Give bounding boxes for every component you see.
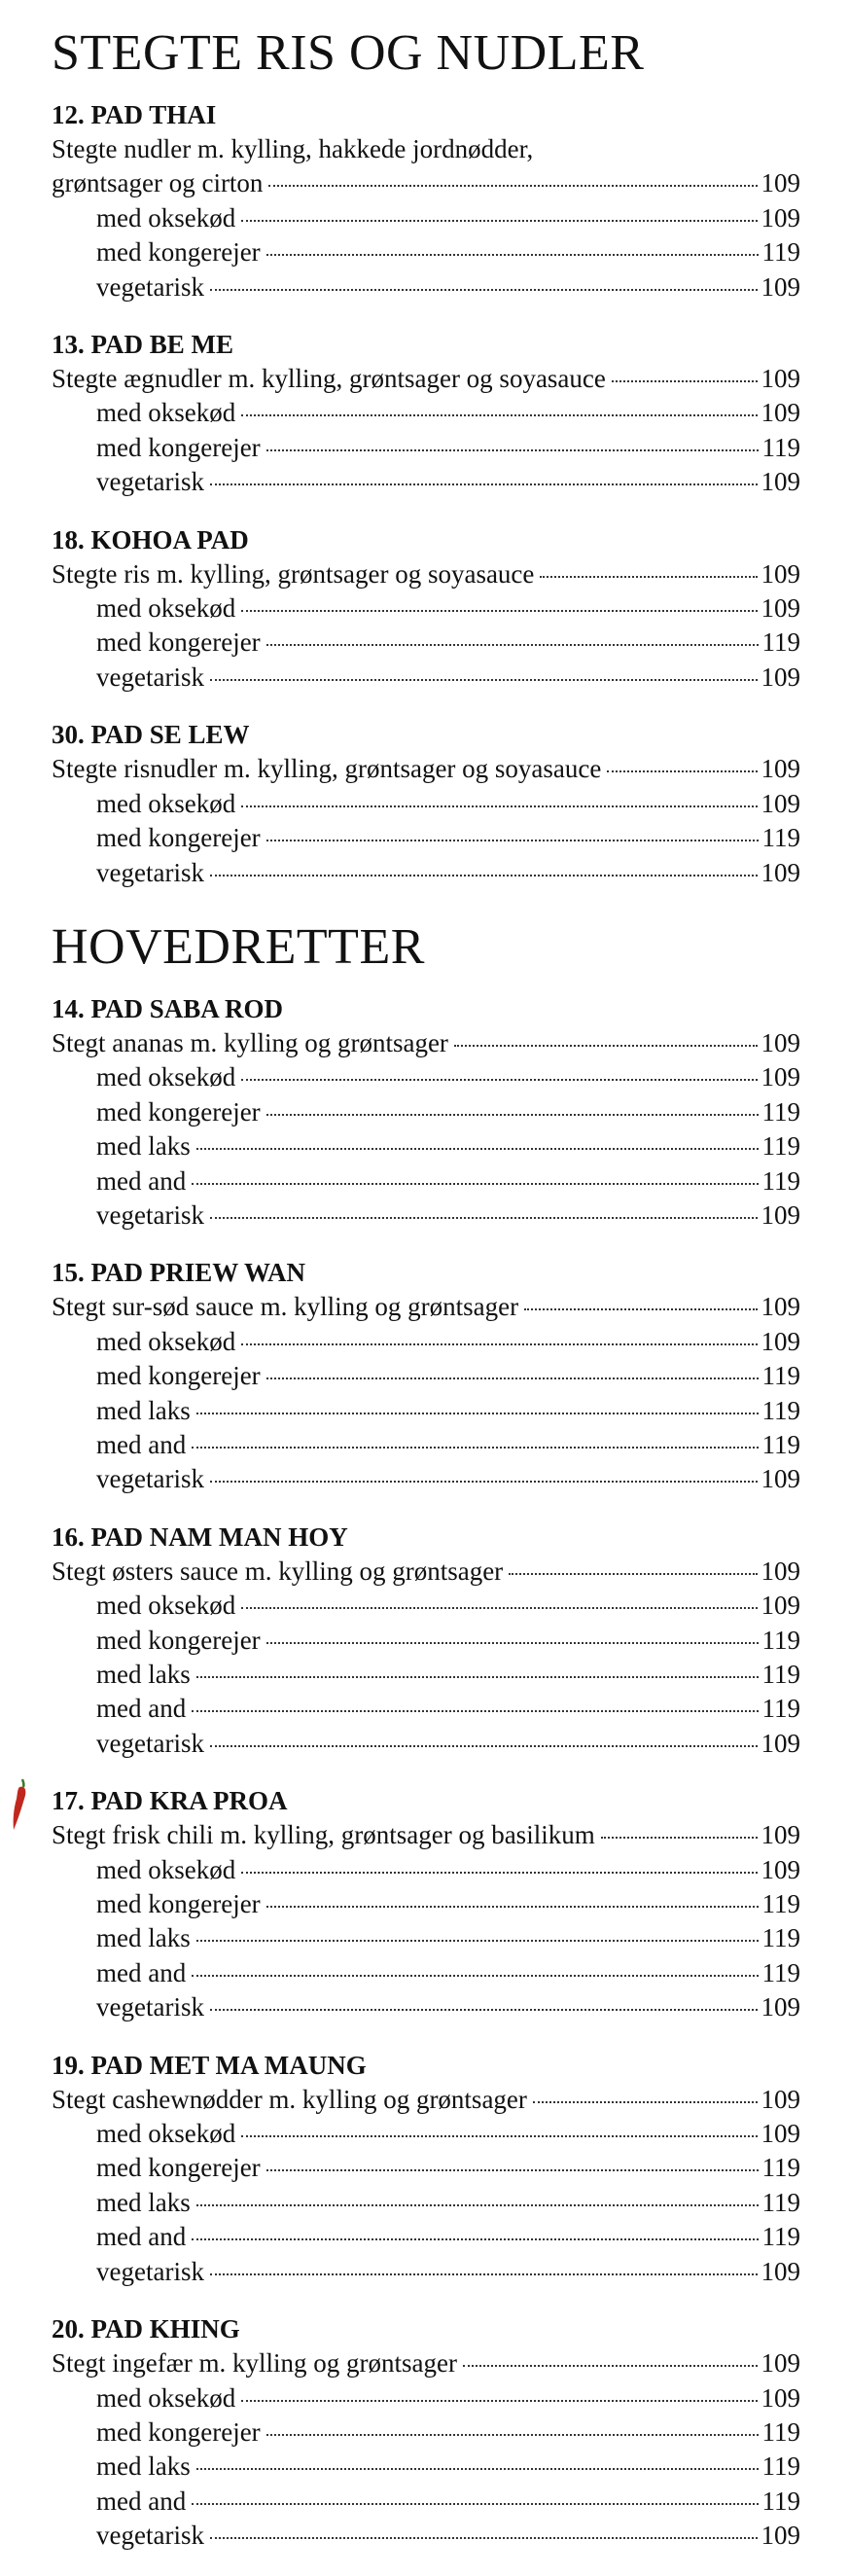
variant-line <box>52 1129 800 1163</box>
dish-title: 15. PAD PRIEW WAN <box>52 1258 306 1288</box>
dish-description-price: 109 <box>761 1820 800 1850</box>
dish-description-label: Stegt frisk chili m. kylling, grøntsager og basilikum <box>52 1820 595 1850</box>
dot-leader <box>192 1975 758 1977</box>
variant-line-label: med and <box>96 1165 187 1196</box>
variant-line <box>52 2381 800 2415</box>
dot-leader <box>266 1377 759 1379</box>
variant-line-label: med laks <box>96 1660 191 1689</box>
menu-section <box>52 23 800 890</box>
dish-title: 20. PAD KHING <box>52 2314 240 2344</box>
dot-leader <box>266 2434 759 2436</box>
variant-line <box>52 465 800 499</box>
variant-line <box>52 1428 800 1462</box>
dish-description <box>52 1818 800 1852</box>
variant-line <box>52 1325 800 1359</box>
dish-title: 13. PAD BE ME <box>52 330 233 360</box>
dot-leader <box>266 644 759 646</box>
dot-leader <box>266 840 759 841</box>
variant-line-price: 109 <box>761 2521 800 2551</box>
variant-line-label: med laks <box>96 1923 191 1953</box>
dot-leader <box>241 1079 757 1081</box>
dot-leader <box>210 289 758 291</box>
dot-leader <box>266 2169 759 2171</box>
variant-line <box>52 1624 800 1658</box>
dish-title: 30. PAD SE LEW <box>52 720 250 750</box>
dish-item <box>52 2048 800 2289</box>
variant-line-price: 119 <box>761 1694 800 1724</box>
variant-line <box>52 1164 800 1199</box>
variant-line-price: 109 <box>761 1992 800 2022</box>
variant-line-label: vegetarisk <box>96 1199 204 1230</box>
dish-description-price: 109 <box>761 1027 800 1057</box>
dish-item <box>52 1783 800 2024</box>
variant-line-price: 109 <box>761 202 800 233</box>
variant-line-price: 109 <box>761 1854 800 1884</box>
variant-line <box>52 626 800 660</box>
dot-leader <box>192 2503 758 2505</box>
dish-description <box>52 752 800 786</box>
variant-line-label: vegetarisk <box>96 2256 204 2286</box>
variant-line <box>52 1359 800 1393</box>
dish-title: 16. PAD NAM MAN HOY <box>52 1521 348 1552</box>
dot-leader <box>192 1447 758 1449</box>
dish-item <box>52 991 800 1233</box>
variant-line-price: 109 <box>761 2256 800 2286</box>
dish-description <box>52 362 800 396</box>
dot-leader <box>241 2400 757 2402</box>
variant-line-label: med and <box>96 1429 187 1459</box>
variant-line-price: 119 <box>761 2153 800 2183</box>
variant-line-price: 109 <box>761 857 800 887</box>
dish-description-price: 109 <box>761 558 800 589</box>
dot-leader <box>612 380 758 382</box>
dish-description-price: 109 <box>761 754 800 784</box>
variant-line <box>52 1095 800 1129</box>
variant-line <box>52 591 800 626</box>
dish-description-price: 109 <box>761 364 800 394</box>
dot-leader <box>192 2238 758 2240</box>
variant-line-label: med oksekød <box>96 1591 236 1621</box>
dish-description-price: 109 <box>761 2084 800 2114</box>
variant-line-price: 109 <box>761 2382 800 2413</box>
dish-description <box>52 1290 800 1324</box>
variant-line <box>52 661 800 695</box>
dot-leader <box>192 1183 758 1185</box>
variant-line-label: med and <box>96 1957 187 1987</box>
variant-line-label: med oksekød <box>96 593 236 624</box>
variant-line-label: med oksekød <box>96 2119 236 2149</box>
dot-leader <box>241 1343 757 1345</box>
dot-leader <box>241 414 757 416</box>
dot-leader <box>210 1481 758 1483</box>
variant-line-label: med kongerejer <box>96 823 261 853</box>
variant-line-label: vegetarisk <box>96 857 204 887</box>
variant-line-label: med kongerejer <box>96 2153 261 2183</box>
variant-line-price: 109 <box>761 2119 800 2149</box>
variant-line <box>52 1589 800 1623</box>
variant-line-price: 109 <box>761 1199 800 1230</box>
dish-title: 19. PAD MET MA MAUNG <box>52 2050 367 2080</box>
variant-line-label: med kongerejer <box>96 627 261 658</box>
dish-description-label: Stegte ris m. kylling, grøntsager og soyasauce <box>52 558 535 589</box>
dish-item <box>52 717 800 890</box>
variant-line-label: med kongerejer <box>96 1361 261 1391</box>
variant-line <box>52 1921 800 1955</box>
variant-line-price: 109 <box>761 788 800 818</box>
variant-line <box>52 856 800 890</box>
variant-line-label: med oksekød <box>96 788 236 818</box>
variant-line-label: vegetarisk <box>96 271 204 302</box>
variant-line-price: 119 <box>761 1660 800 1689</box>
variant-line-label: med kongerejer <box>96 1096 261 1127</box>
variant-line-label: med oksekød <box>96 202 236 233</box>
variant-line <box>52 787 800 821</box>
variant-line <box>52 1692 800 1726</box>
dish-description-price: 109 <box>761 1292 800 1322</box>
variant-line-label: med oksekød <box>96 1062 236 1092</box>
dish-item <box>52 2311 800 2553</box>
variant-line-label: med oksekød <box>96 2382 236 2413</box>
dot-leader <box>241 610 757 612</box>
variant-line-label: med laks <box>96 1395 191 1425</box>
variant-line-label: vegetarisk <box>96 1464 204 1494</box>
variant-line-price: 109 <box>761 271 800 302</box>
dish-description <box>52 1555 800 1589</box>
variant-line <box>52 1727 800 1761</box>
variant-line <box>52 2450 800 2484</box>
variant-line-price: 109 <box>761 662 800 692</box>
variant-line <box>52 235 800 269</box>
variant-line-price: 119 <box>761 2486 800 2516</box>
dot-leader <box>196 1413 759 1414</box>
dot-leader <box>210 679 758 681</box>
dot-leader <box>210 2273 758 2275</box>
variant-line <box>52 2415 800 2450</box>
menu <box>52 23 800 2576</box>
variant-line <box>52 2151 800 2185</box>
dish-description <box>52 2083 800 2117</box>
variant-line <box>52 1394 800 1428</box>
dot-leader <box>210 1745 758 1747</box>
section-title: HOVEDRETTER <box>52 918 425 975</box>
variant-line-label: med and <box>96 1694 187 1724</box>
dish-description <box>52 166 800 200</box>
dish-description <box>52 1026 800 1060</box>
variant-line-price: 109 <box>761 1326 800 1356</box>
dish-description-label: Stegt ananas m. kylling og grøntsager <box>52 1027 448 1057</box>
dot-leader <box>196 2204 759 2206</box>
dot-leader <box>196 1676 759 1678</box>
dot-leader <box>266 1114 759 1116</box>
dot-leader <box>192 1710 758 1712</box>
variant-line-label: med kongerejer <box>96 237 261 268</box>
variant-line <box>52 1060 800 1094</box>
dish-description-line: Stegte nudler m. kylling, hakkede jordnødder, <box>52 134 534 163</box>
variant-line-label: med kongerejer <box>96 2416 261 2447</box>
variant-line-price: 119 <box>761 2187 800 2217</box>
dish-description <box>52 2346 800 2380</box>
variant-line-label: med and <box>96 2486 187 2516</box>
dot-leader <box>524 1308 757 1310</box>
dot-leader <box>533 2101 758 2103</box>
variant-line-label: med oksekød <box>96 1326 236 1356</box>
variant-line-label: med oksekød <box>96 398 236 428</box>
variant-line-price: 109 <box>761 1464 800 1494</box>
variant-line-price: 119 <box>761 1361 800 1391</box>
variant-line-price: 109 <box>761 1728 800 1758</box>
dot-leader <box>241 2135 757 2137</box>
variant-line-label: vegetarisk <box>96 1728 204 1758</box>
dot-leader <box>463 2365 758 2367</box>
dish-title: 12. PAD THAI <box>52 100 217 129</box>
dish-title: 17. PAD KRA PROA <box>52 1786 288 1816</box>
dot-leader <box>266 254 759 256</box>
variant-line-price: 119 <box>761 432 800 462</box>
dot-leader <box>196 1940 759 1942</box>
variant-line-price: 119 <box>761 627 800 658</box>
dish-description-label: Stegt østers sauce m. kylling og grøntsager <box>52 1556 504 1586</box>
dish-description-label: Stegte ægnudler m. kylling, grøntsager og soyasauce <box>52 364 606 394</box>
variant-line-price: 119 <box>761 823 800 853</box>
variant-line <box>52 1853 800 1887</box>
dot-leader <box>210 2537 758 2539</box>
variant-line-price: 109 <box>761 467 800 497</box>
dot-leader <box>540 576 757 578</box>
dish-description-label: Stegt cashewnødder m. kylling og grøntsager <box>52 2084 527 2114</box>
dot-leader <box>268 185 757 187</box>
variant-line <box>52 2255 800 2289</box>
dish-item <box>52 327 800 500</box>
dish-description-label: Stegt sur-sød sauce m. kylling og grøntsager <box>52 1292 519 1322</box>
variant-line <box>52 1462 800 1496</box>
variant-line-price: 119 <box>761 2451 800 2482</box>
dot-leader <box>210 2009 758 2011</box>
variant-line <box>52 431 800 465</box>
variant-line-label: med kongerejer <box>96 1625 261 1655</box>
variant-line <box>52 2485 800 2519</box>
variant-line-price: 109 <box>761 398 800 428</box>
dish-description <box>52 557 800 591</box>
variant-line-price: 119 <box>761 1429 800 1459</box>
dish-item <box>52 1520 800 1761</box>
variant-line-price: 109 <box>761 1062 800 1092</box>
dish-description-label: Stegt ingefær m. kylling og grøntsager <box>52 2348 457 2379</box>
dish-description-label: grøntsager og cirton <box>52 168 264 198</box>
dot-leader <box>454 1045 758 1047</box>
dot-leader <box>241 1872 757 1874</box>
variant-line-price: 119 <box>761 2222 800 2252</box>
variant-line-price: 109 <box>761 593 800 624</box>
variant-line-price: 119 <box>761 2416 800 2447</box>
variant-line-price: 119 <box>761 1131 800 1162</box>
variant-line-price: 119 <box>761 1923 800 1953</box>
dot-leader <box>607 770 757 772</box>
variant-line <box>52 396 800 430</box>
variant-line-label: med laks <box>96 1131 191 1162</box>
variant-line <box>52 821 800 855</box>
dot-leader <box>601 1837 758 1839</box>
dot-leader <box>210 875 758 877</box>
dot-leader <box>241 805 757 807</box>
variant-line-label: med kongerejer <box>96 1889 261 1919</box>
variant-line <box>52 270 800 304</box>
dish-description-label: Stegte risnudler m. kylling, grøntsager og soyasauce <box>52 754 602 784</box>
variant-line-label: vegetarisk <box>96 2521 204 2551</box>
variant-line-price: 109 <box>761 1591 800 1621</box>
variant-line-price: 119 <box>761 1957 800 1987</box>
dot-leader <box>196 1148 759 1150</box>
variant-line <box>52 1658 800 1692</box>
chili-icon <box>11 1777 32 1832</box>
variant-line <box>52 2220 800 2254</box>
dish-item <box>52 522 800 696</box>
variant-line-label: med laks <box>96 2451 191 2482</box>
dot-leader <box>210 1217 758 1219</box>
variant-line-label: med oksekød <box>96 1854 236 1884</box>
dish-description-price: 109 <box>761 2348 800 2379</box>
variant-line <box>52 201 800 235</box>
dot-leader <box>266 1906 759 1908</box>
dish-title: 14. PAD SABA ROD <box>52 993 284 1023</box>
variant-line-label: med laks <box>96 2187 191 2217</box>
variant-line-label: vegetarisk <box>96 662 204 692</box>
dish-item <box>52 1255 800 1496</box>
variant-line <box>52 2186 800 2220</box>
variant-line-label: vegetarisk <box>96 467 204 497</box>
variant-line-price: 119 <box>761 1096 800 1127</box>
variant-line-price: 119 <box>761 1165 800 1196</box>
variant-line <box>52 1990 800 2024</box>
variant-line-price: 119 <box>761 1889 800 1919</box>
dish-title: 18. KOHOA PAD <box>52 524 249 555</box>
variant-line-price: 119 <box>761 237 800 268</box>
dot-leader <box>509 1573 757 1575</box>
dot-leader <box>210 483 758 485</box>
dish-description-price: 109 <box>761 1556 800 1586</box>
dot-leader <box>266 449 759 451</box>
variant-line-label: med and <box>96 2222 187 2252</box>
variant-line-label: med kongerejer <box>96 432 261 462</box>
dot-leader <box>241 220 757 222</box>
variant-line <box>52 1956 800 1990</box>
variant-line <box>52 1887 800 1921</box>
menu-section <box>52 917 800 2554</box>
dot-leader <box>241 1607 757 1609</box>
variant-line-price: 119 <box>761 1395 800 1425</box>
variant-line-label: vegetarisk <box>96 1992 204 2022</box>
dot-leader <box>196 2468 759 2470</box>
variant-line-price: 119 <box>761 1625 800 1655</box>
variant-line <box>52 1199 800 1233</box>
dot-leader <box>266 1642 759 1644</box>
dish-item <box>52 97 800 304</box>
variant-line <box>52 2519 800 2553</box>
section-title: STEGTE RIS OG NUDLER <box>52 25 645 81</box>
dish-description-price: 109 <box>761 168 800 198</box>
variant-line <box>52 2117 800 2151</box>
